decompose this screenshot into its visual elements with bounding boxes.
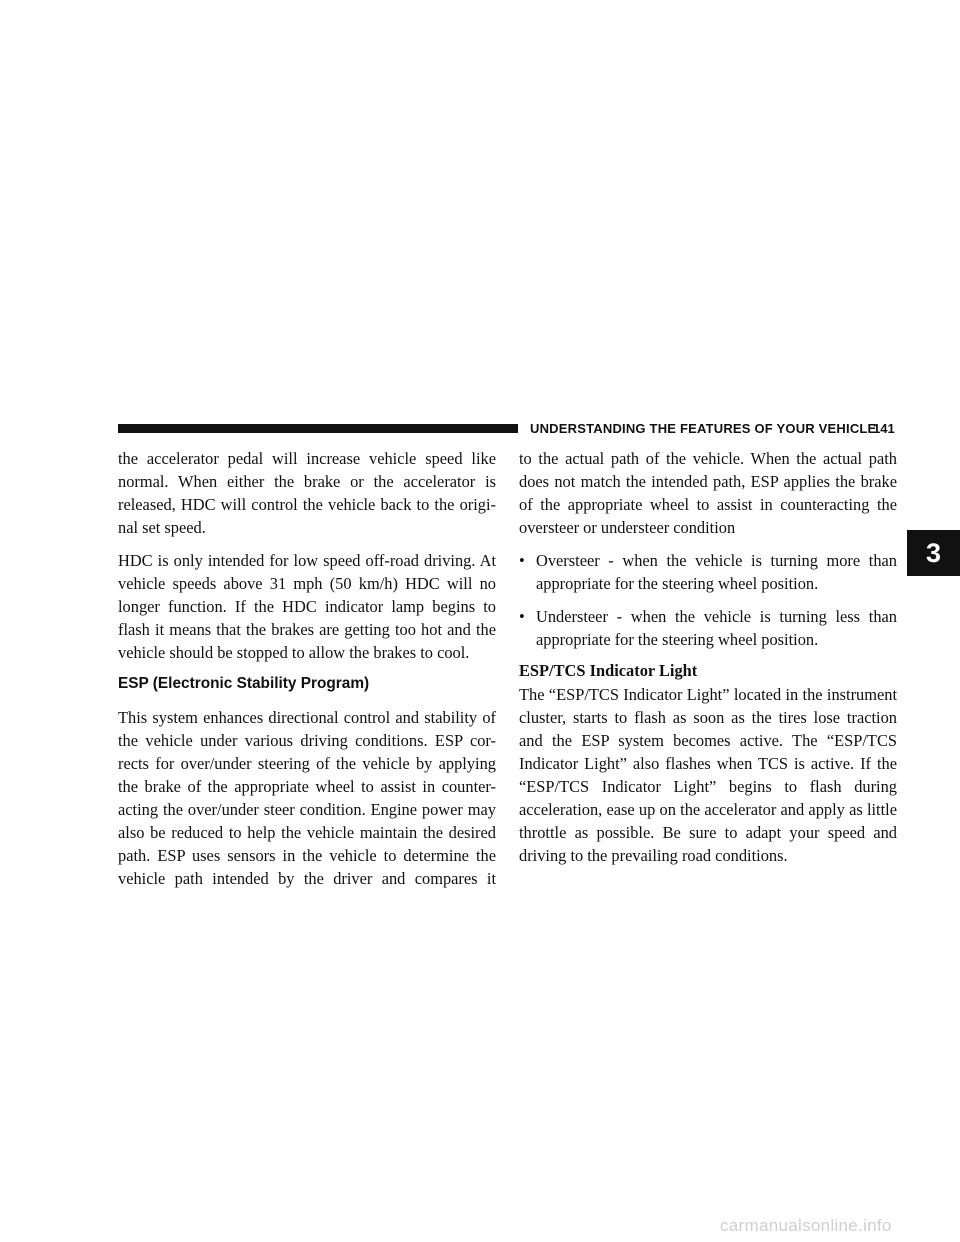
esp-section-heading: ESP (Electronic Stability Program) [118, 675, 370, 692]
left-column [118, 447, 496, 900]
bullet-icon: • [519, 607, 525, 626]
esp-paragraph-continued: to the actual path of the vehicle. When the actual path does not match the intended path, ESP applies the brake of the appropriate wheel to assist in counteracting the oversteer or understeer condition [519, 449, 897, 537]
watermark: carmanualsonline.info [720, 1216, 892, 1235]
hdc-paragraph-limits: HDC is only intended for low speed off-road driving. At vehicle speeds above 31 mph (50 km/h) HDC will no longer function. If the HDC indicator lamp begins to flash it means that the brakes are getting too hot and the vehicle should be stopped to allow the brakes to cool. [118, 551, 496, 662]
chapter-tab: 3 [907, 530, 960, 576]
bullet-item-understeer [519, 605, 897, 651]
bullet-text: Understeer - when the vehicle is turning less than appropriate for the steering wheel position. [536, 607, 897, 649]
bullet-text: Oversteer - when the vehicle is turning more than appropriate for the steering wheel position. [536, 551, 897, 593]
running-header-title: UNDERSTANDING THE FEATURES OF YOUR VEHICLE [530, 421, 877, 436]
indicator-light-paragraph: The “ESP/TCS Indicator Light” located in the instrument cluster, starts to flash as soon as the tires lose traction and the ESP system becomes active. The “ESP/TCS Indicator Light” also flashes when TCS is active. If the “ESP/TCS Indicator Light” begins to flash during acceleration, ease up on the accelerator and apply as little throttle as possible. Be sure to adapt your speed and driving to the prevailing road conditions. [519, 685, 897, 865]
bullet-item-oversteer [519, 549, 897, 595]
bullet-icon: • [519, 551, 525, 570]
header-rule [118, 424, 518, 433]
page-number: 141 [873, 421, 895, 436]
esp-paragraph: This system enhances directional control and stability of the vehicle under various driving conditions. ESP cor-rects for over/under steering of the vehicle by applying the brake of the appropriate wheel to assist in counter-acting the over/under steer condition. Engine power may also be reduced to help the vehicle maintain the desired path. ESP uses sensors in the vehicle to determine the vehicle path intended by the driver and compares it [118, 708, 496, 888]
hdc-paragraph-continued: the accelerator pedal will increase vehicle speed like normal. When either the brake or the accelerator is released, HDC will control the vehicle back to the origi-nal set speed. [118, 449, 496, 537]
right-column [519, 447, 897, 877]
indicator-light-heading: ESP/TCS Indicator Light [519, 661, 698, 680]
